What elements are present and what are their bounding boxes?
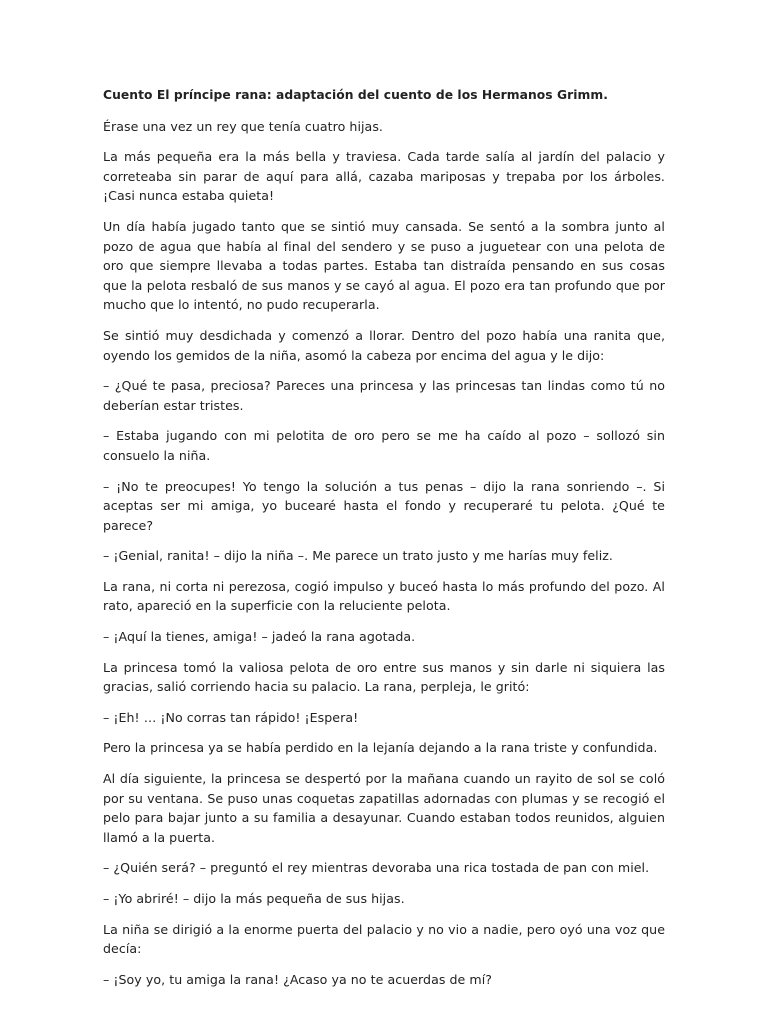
paragraph: Érase una vez un rey que tenía cuatro hijas. xyxy=(103,118,383,134)
paragraph: – ¡Soy yo, tu amiga la rana! ¿Acaso ya no te acuerdas de mí? xyxy=(103,971,492,987)
paragraph: La niña se dirigió a la enorme puerta del palacio y no vio a nadie, pero oyó una voz que decía: xyxy=(103,921,665,957)
paragraph: La más pequeña era la más bella y traviesa. Cada tarde salía al jardín del palacio y correteaba sin parar de aquí para allá, cazaba mariposas y trepaba por los árboles. ¡Casi nunca estaba quieta! xyxy=(103,149,665,204)
document-body xyxy=(103,86,665,1000)
paragraph: La princesa tomó la valiosa pelota de oro entre sus manos y sin darle ni siquiera las gracias, salió corriendo hacia su palacio. La rana, perpleja, le gritó: xyxy=(103,659,665,695)
paragraph: – Estaba jugando con mi pelotita de oro pero se me ha caído al pozo – sollozó sin consuelo la niña. xyxy=(103,428,665,463)
paragraph: Pero la princesa ya se había perdido en la lejanía dejando a la rana triste y confundida. xyxy=(103,740,658,756)
paragraph: – ¡Genial, ranita! – dijo la niña –. Me parece un trato justo y me harías muy feliz. xyxy=(103,548,613,564)
paragraph: Se sintió muy desdichada y comenzó a llorar. Dentro del pozo había una ranita que, oyendo los gemidos de la niña, asomó la cabeza por encima del agua y le dijo: xyxy=(103,327,665,363)
paragraph: Un día había jugado tanto que se sintió muy cansada. Se sentó a la sombra junto al pozo de agua que había al final del sendero y se puso a juguetear con una pelota de oro que siempre llevaba a todas partes. Estaba tan distraída pensando en sus cosas que la pelota resbaló de sus manos y se cayó al agua. El pozo era tan profundo que por mucho que lo intentó, no pudo recuperarla. xyxy=(103,218,665,313)
paragraph: – ¿Qué te pasa, preciosa? Pareces una princesa y las princesas tan lindas como tú no deberían estar tristes. xyxy=(103,378,665,413)
document-title: Cuento El príncipe rana: adaptación del cuento de los Hermanos Grimm. xyxy=(103,88,608,102)
paragraph: – ¡Eh! … ¡No corras tan rápido! ¡Espera! xyxy=(103,709,359,725)
paragraph: – ¡No te preocupes! Yo tengo la solución a tus penas – dijo la rana sonriendo –. Si aceptas ser mi amiga, yo bucearé hasta el fondo y recuperaré tu pelota. ¿Qué te parece? xyxy=(103,478,665,533)
paragraph: Al día siguiente, la princesa se despertó por la mañana cuando un rayito de sol se coló por su ventana. Se puso unas coquetas zapatillas adornadas con plumas y se recogió el pelo para bajar junto a su familia a desayunar. Cuando estaban todos reunidos, alguien llamó a la puerta. xyxy=(103,771,665,845)
paragraph: La rana, ni corta ni perezosa, cogió impulso y buceó hasta lo más profundo del pozo. Al rato, apareció en la superficie con la reluciente pelota. xyxy=(103,578,665,614)
paragraph: – ¿Quién será? – preguntó el rey mientras devoraba una rica tostada de pan con miel. xyxy=(103,860,650,876)
paragraph: – ¡Aquí la tienes, amiga! – jadeó la rana agotada. xyxy=(103,629,416,645)
paragraph: – ¡Yo abriré! – dijo la más pequeña de sus hijas. xyxy=(103,891,405,906)
